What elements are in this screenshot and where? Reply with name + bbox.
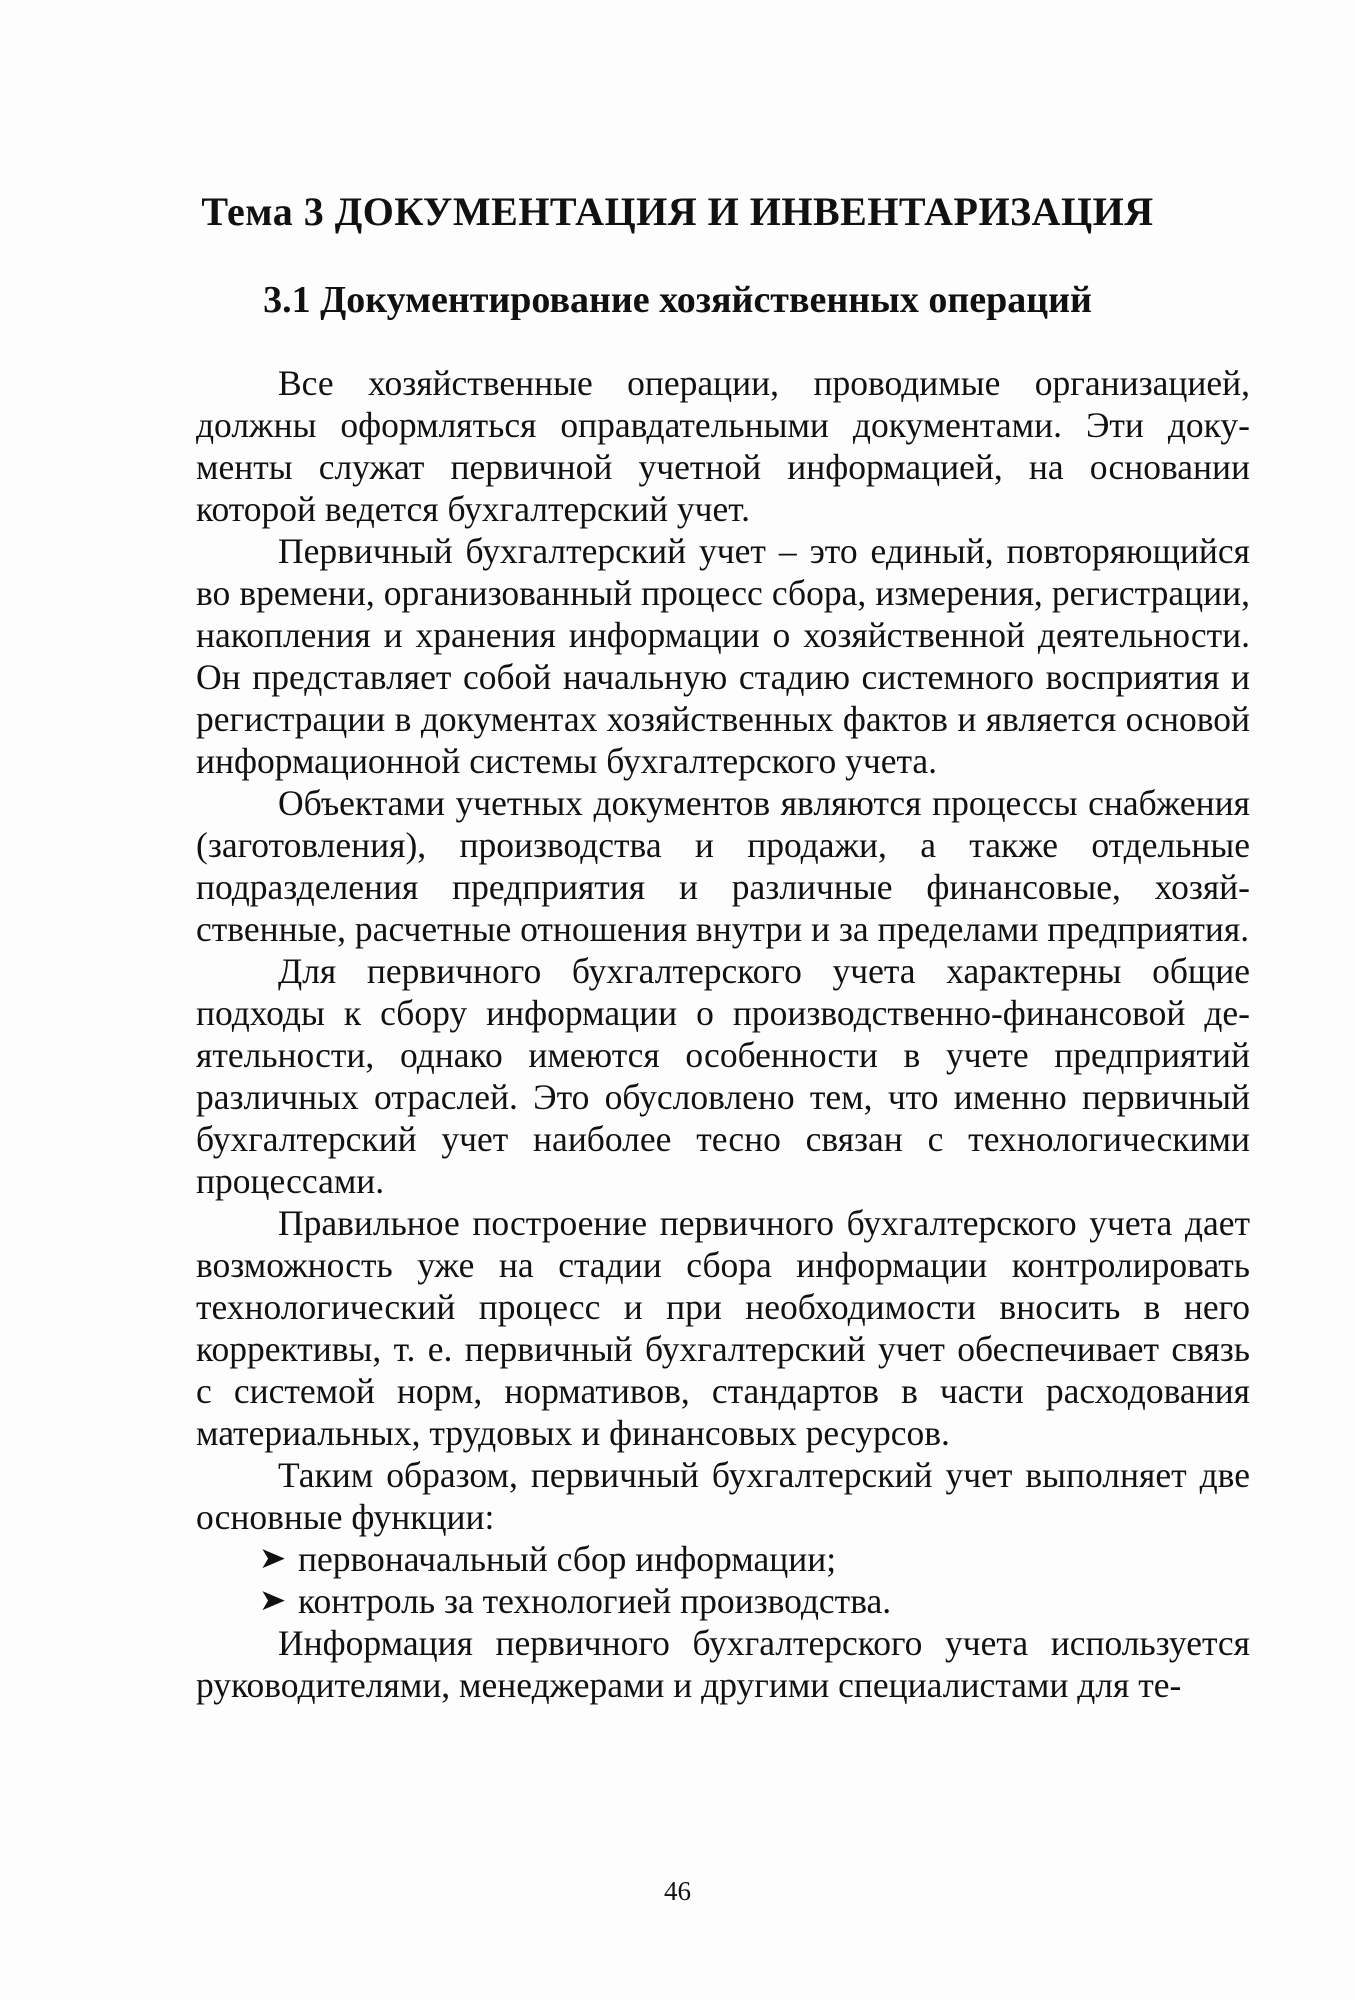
paragraph: Таким образом, первичный бухгалтерский учет выполняет две основные функции: (196, 1455, 1250, 1537)
paragraph: Первичный бухгалтерский учет – это единый, повторяющийся во времени, организованный процесс сбора, измерения, регистрации, накопления и хранения информации о хозяйственной деятельности. Он представляет собой начальную стадию системного восприятия и регистрации в документах хозяйственных фактов и является основой информационной системы бухгалтерского учета. (196, 531, 1250, 781)
paragraph: Правильное построение первичного бухгалтерского учета дает возможность уже на стадии сбора информации контролировать технологический процесс и при необходимости вносить в него коррективы, т. е. первичный бухгалтерский учет обеспечивает связь с системой норм, нормативов, стандартов в части расходования материальных, трудовых и финансовых ресурсов. (196, 1203, 1250, 1453)
list-item (196, 1538, 1250, 1580)
paragraph: Для первичного бухгалтерского учета характерны общие подходы к сбору информации о производственно-финансовой деятельности, однако имеются особенности в учете предприятий различных отраслей. Это обусловлено тем, что именно первичный бухгалтерский учет наиболее тесно связан с технологическими процессами. (196, 951, 1250, 1201)
page-number: 46 (664, 1876, 691, 1906)
section-title: 3.1 Документирование хозяйственных операций (263, 279, 1092, 321)
paragraph: Информация первичного бухгалтерского учета используется руководителями, менеджерами и другими специалистами для те- (196, 1623, 1250, 1705)
list-item-text: контроль за технологией производства. (298, 1581, 892, 1621)
paragraph: Объектами учетных документов являются процессы снабжения (заготовления), производства и продажи, а также отдельные подразделения предприятия и различные финансовые, хозяйственные, расчетные отношения внутри и за пределами предприятия. (196, 783, 1250, 949)
list-item (196, 1580, 1250, 1622)
arrowhead-bullet-icon: ➤ (258, 1584, 287, 1617)
function-list (196, 1538, 1250, 1622)
arrowhead-bullet-icon: ➤ (258, 1542, 287, 1575)
paragraph: Все хозяйственные операции, проводимые организацией, должны оформляться оправдательными документами. Эти документы служат первичной учетной информацией, на основании которой ведется бухгалтерский учет. (196, 363, 1250, 529)
list-item-text: первоначальный сбор информации; (298, 1539, 837, 1579)
chapter-title: Тема 3 ДОКУМЕНТАЦИЯ И ИНВЕНТАРИЗАЦИЯ (201, 189, 1154, 234)
body-text (196, 362, 1250, 1706)
